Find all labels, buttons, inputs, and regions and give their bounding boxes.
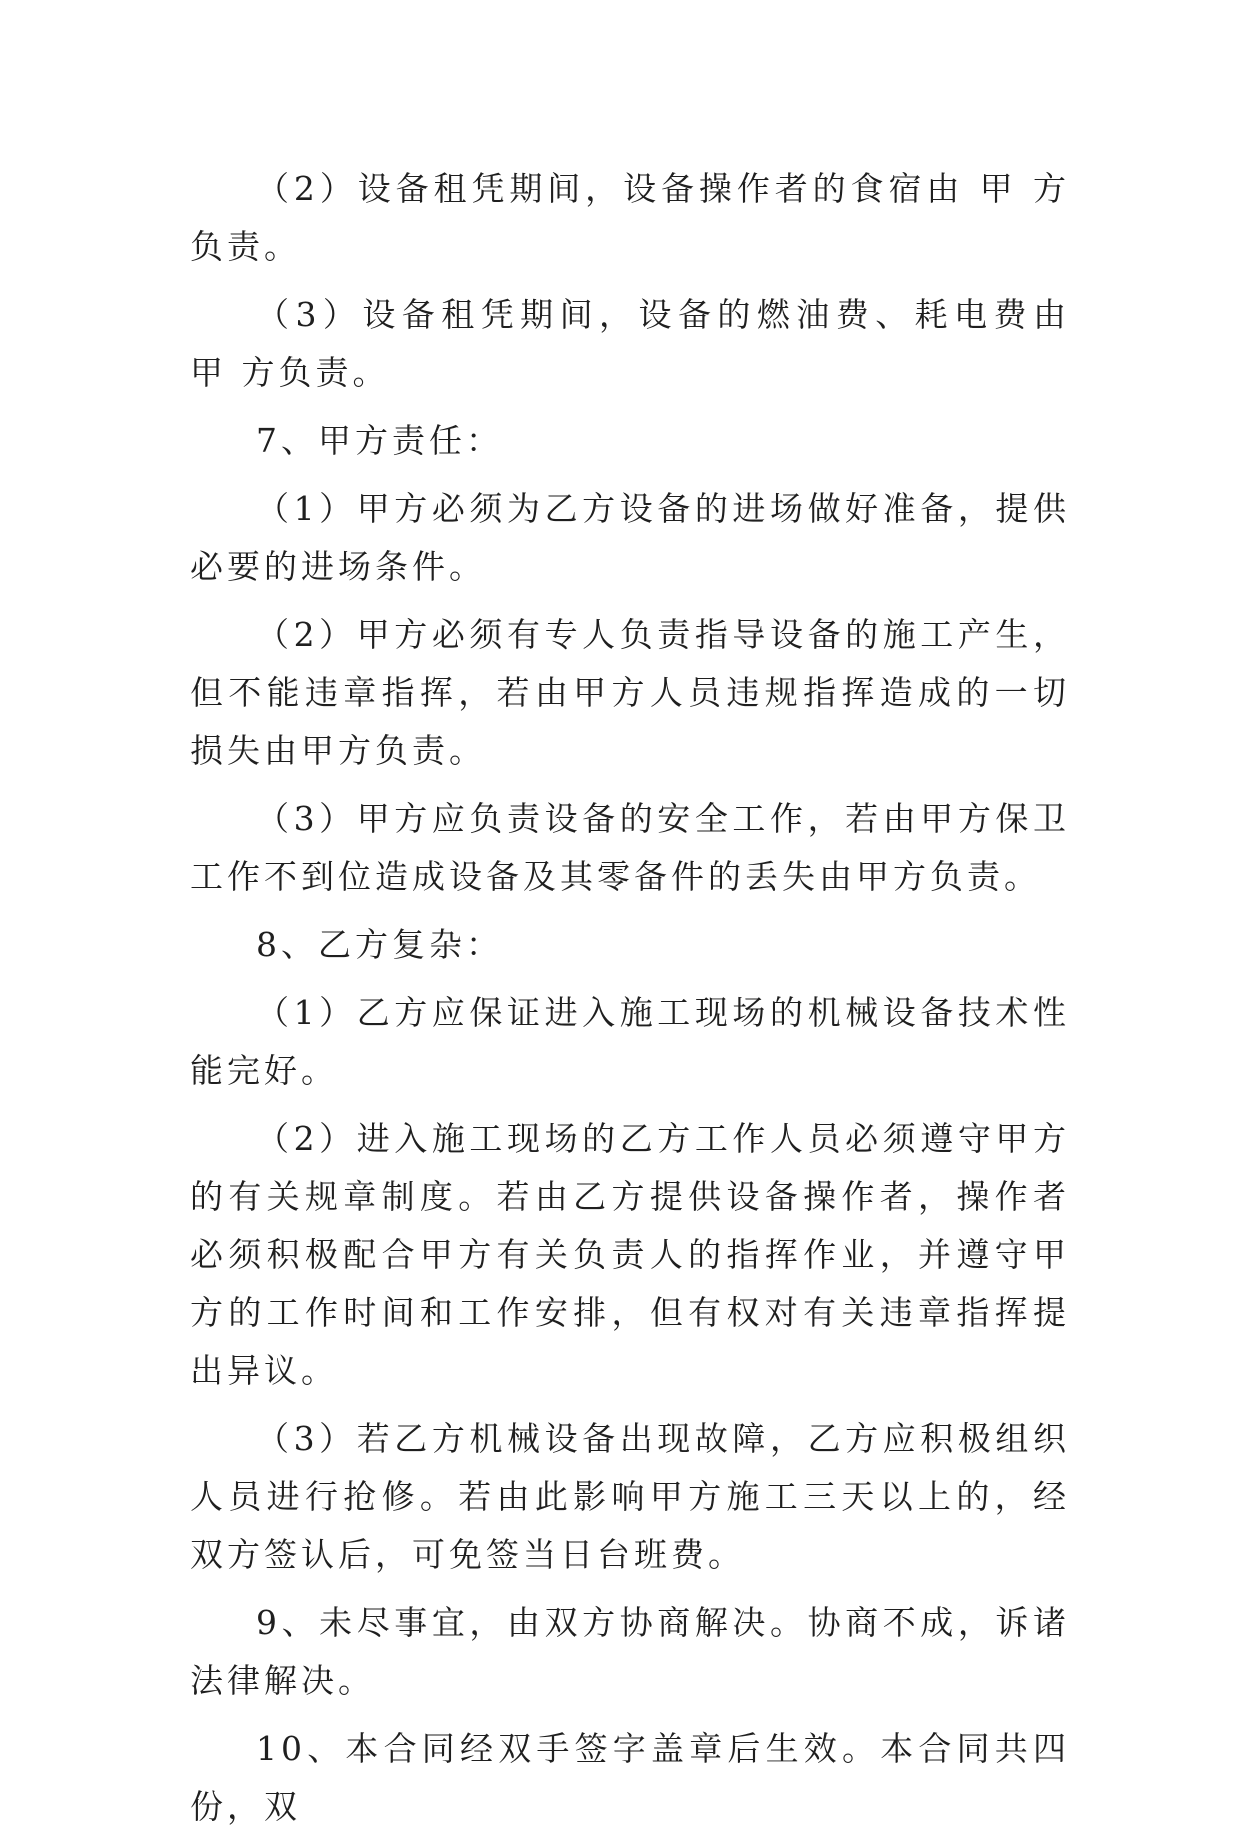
paragraph-party-b-equipment: （1）乙方应保证进入施工现场的机械设备技术性能完好。 bbox=[190, 993, 1070, 1090]
section-heading-party-b: 8、乙方复杂： bbox=[256, 925, 503, 964]
paragraph-party-b-rules: （2）进入施工现场的乙方工作人员必须遵守甲方的有关规章制度。若由乙方提供设备操作者，操作者必须积极配合甲方有关负责人的指挥作业，并遵守甲方的工作时间和工作安排，但有权对有关违章指挥提出异议。 bbox=[190, 1119, 1070, 1390]
paragraph-party-a-security: （3）甲方应负责设备的安全工作，若由甲方保卫工作不到位造成设备及其零备件的丢失由甲方负责。 bbox=[190, 799, 1070, 896]
paragraph-party-a-supervision: （2）甲方必须有专人负责指导设备的施工产生，但不能违章指挥，若由甲方人员违规指挥造成的一切损失由甲方负责。 bbox=[190, 615, 1070, 770]
paragraph-effectiveness: 10、本合同经双手签字盖章后生效。本合同共四份，双 bbox=[190, 1729, 1070, 1826]
paragraph-fuel-power: （3）设备租凭期间，设备的燃油费、耗电费由 甲 方负责。 bbox=[190, 295, 1070, 392]
section-heading-party-a-duties: 7、甲方责任： bbox=[256, 421, 503, 460]
document-page bbox=[190, 160, 1070, 1846]
paragraph-party-b-repair: （3）若乙方机械设备出现故障，乙方应积极组织人员进行抢修。若由此影响甲方施工三天以上的，经双方签认后，可免签当日台班费。 bbox=[190, 1419, 1070, 1574]
paragraph-party-a-site-prep: （1）甲方必须为乙方设备的进场做好准备，提供必要的进场条件。 bbox=[190, 489, 1070, 586]
paragraph-meals: （2）设备租凭期间，设备操作者的食宿由 甲 方负责。 bbox=[190, 169, 1070, 266]
paragraph-disputes: 9、未尽事宜，由双方协商解决。协商不成，诉诸法律解决。 bbox=[190, 1603, 1070, 1700]
